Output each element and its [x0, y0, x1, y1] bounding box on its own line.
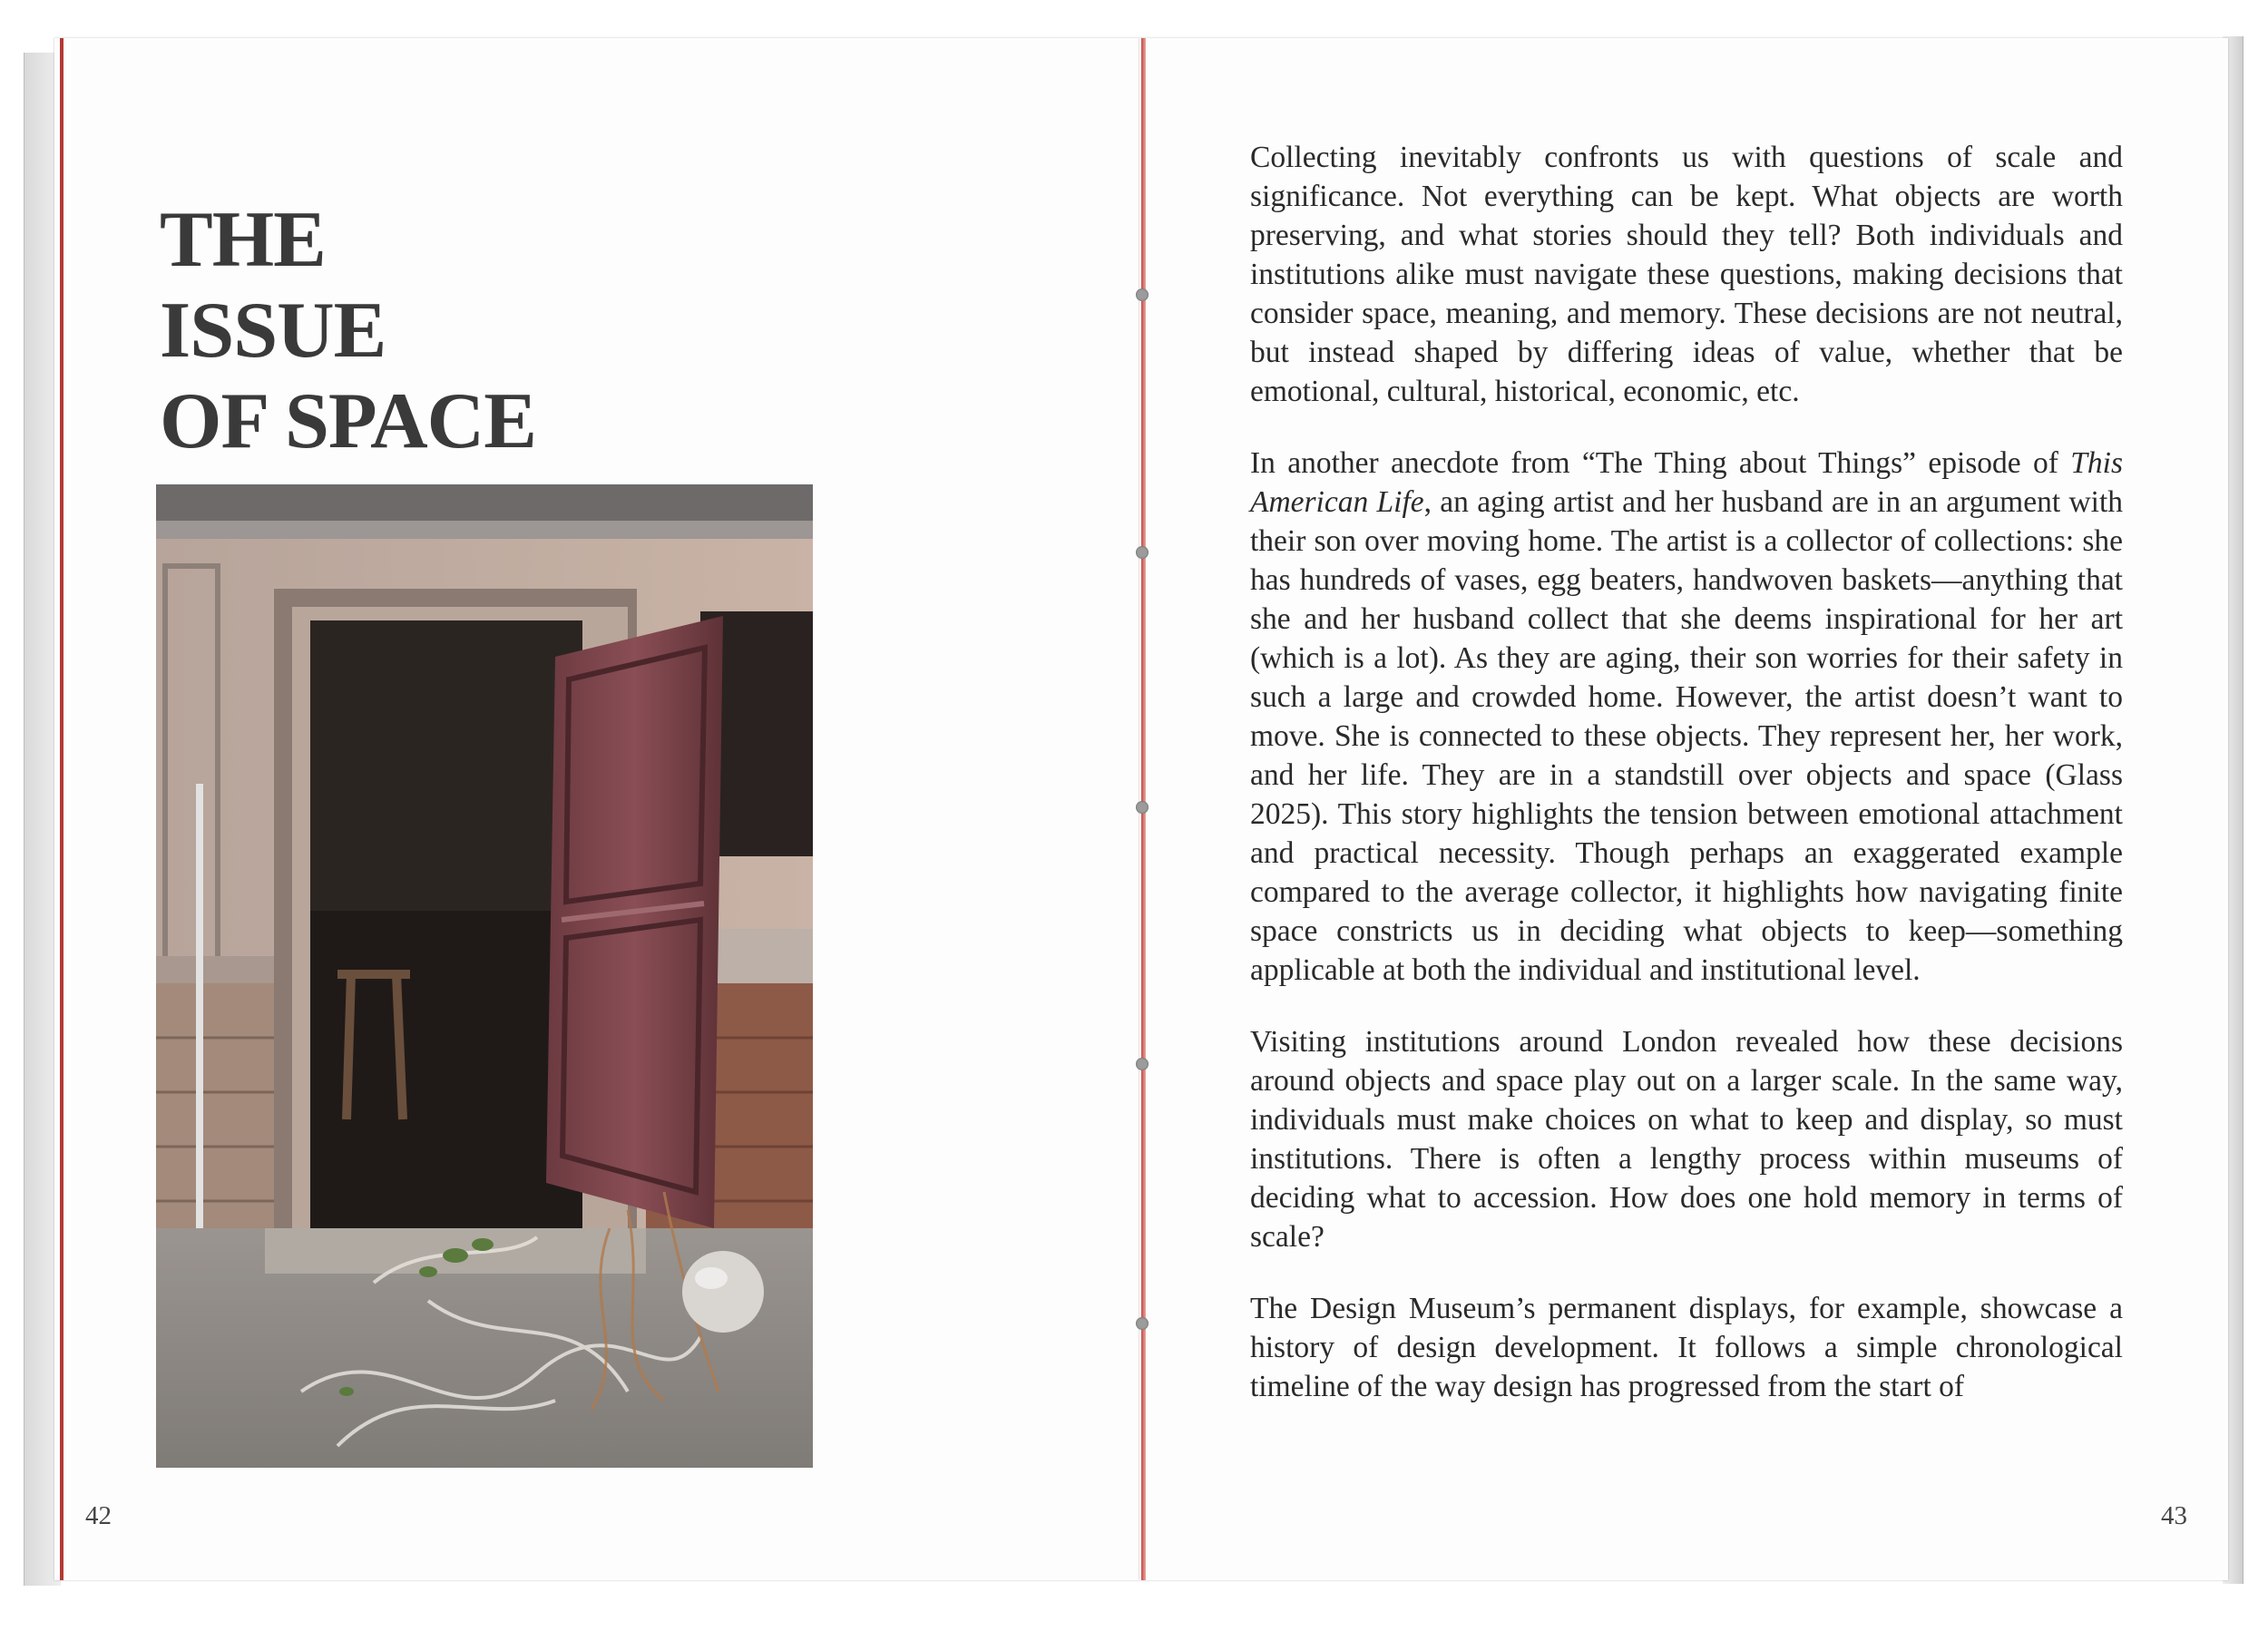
- binding-stitch: [1136, 801, 1149, 814]
- binding-stitch: [1136, 288, 1149, 301]
- binding-stitch: [1136, 1058, 1149, 1070]
- paragraph-segment: , an aging artist and her husband are in an argument with their son over moving home. The artist is a collector of collections: she has hundreds of vases, egg beaters, handwoven baskets—anything that she and her husband collect that she deems inspirational for her art (which is a lot). As they are aging, their son worries for their safety in such a large and crowded home. However, the artist doesn’t want to move. She is connected to these objects. They represent her, her work, and her life. They are in a standstill over objects and space (Glass 2025). This story highlights the tension between emotional attachment and practical necessity. Though perhaps an exaggerated example compared to the average collector, it highlights how navigating finite space constricts us in deciding what objects to keep—something applicable at both the individual and institutional level.: [1250, 485, 2123, 987]
- show-title-italic: This American Life: [1250, 446, 2123, 519]
- binding-stitch: [1136, 1317, 1149, 1330]
- paragraph: Collecting inevitably confronts us with questions of scale and significance. Not everything can be kept. What objects are worth preserving, and what stories should they tell? Both individuals and institutions alike must navigate these questions, making decisions that consider space, meaning, and memory. These decisions are not neutral, but instead shaped by differing ideas of value, whether that be emotional, cultural, historical, economic, etc.: [1250, 141, 2123, 408]
- left-page-red-edge: [60, 38, 64, 1580]
- title-line: ISSUE: [160, 287, 386, 375]
- paragraph: The Design Museum’s permanent displays, for example, showcase a history of design development. It follows a simple chronological timeline of the way design has progressed from the start of: [1250, 1292, 2123, 1403]
- body-text: [1250, 138, 2123, 1439]
- paragraph: Visiting institutions around London revealed how these decisions around objects and space play out on a larger scale. In the same way, individuals must make choices on what to keep and display, so must institutions. There is often a lengthy process within museums of deciding what to accession. How does one hold memory in terms of scale?: [1250, 1025, 2123, 1254]
- paragraph-segment: In another anecdote from “The Thing about Things” episode of: [1250, 446, 2071, 480]
- paragraph: [1250, 444, 2123, 990]
- page-number-right: 43: [2161, 1501, 2187, 1530]
- title-line: THE: [160, 196, 326, 284]
- abandoned-doorway-photo: [156, 484, 813, 1468]
- page-number-left: 42: [85, 1501, 112, 1530]
- chapter-title: [160, 195, 536, 467]
- title-line: OF SPACE: [160, 377, 536, 465]
- binding-stitch: [1136, 546, 1149, 559]
